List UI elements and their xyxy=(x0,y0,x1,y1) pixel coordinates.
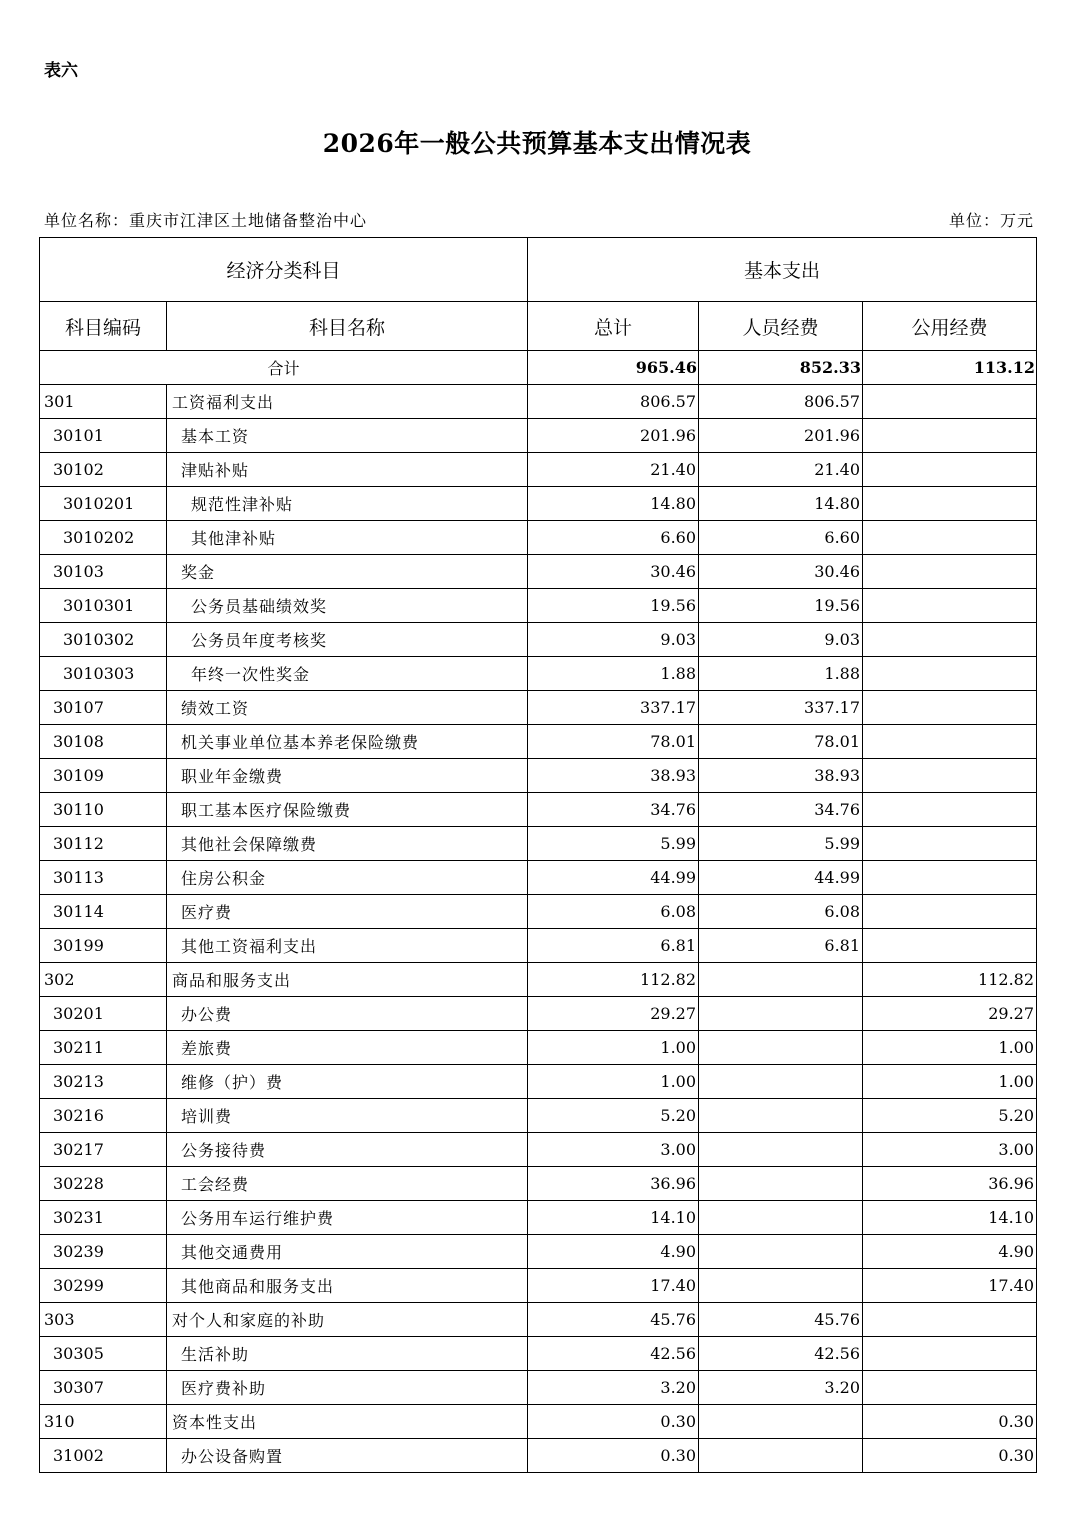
row-public: 5.20 xyxy=(863,1099,1037,1133)
row-total: 38.93 xyxy=(528,759,699,793)
table-row xyxy=(40,861,1037,895)
total-label: 合计 xyxy=(40,351,528,385)
row-public xyxy=(863,453,1037,487)
row-personnel xyxy=(699,1031,863,1065)
row-total: 1.88 xyxy=(528,657,699,691)
total-row xyxy=(40,351,1037,385)
row-total: 14.80 xyxy=(528,487,699,521)
row-personnel xyxy=(699,1099,863,1133)
row-personnel: 38.93 xyxy=(699,759,863,793)
row-code: 30113 xyxy=(40,861,167,895)
row-public xyxy=(863,419,1037,453)
row-code: 30305 xyxy=(40,1337,167,1371)
row-public: 36.96 xyxy=(863,1167,1037,1201)
row-name: 基本工资 xyxy=(167,419,528,453)
header-total: 总计 xyxy=(528,302,699,351)
row-total: 4.90 xyxy=(528,1235,699,1269)
row-personnel: 3.20 xyxy=(699,1371,863,1405)
row-name: 职工基本医疗保险缴费 xyxy=(167,793,528,827)
row-personnel: 34.76 xyxy=(699,793,863,827)
row-code: 30307 xyxy=(40,1371,167,1405)
total-amount: 965.46 xyxy=(528,351,699,385)
table-row xyxy=(40,997,1037,1031)
row-code: 30239 xyxy=(40,1235,167,1269)
table-row xyxy=(40,1167,1037,1201)
header-basic-expense: 基本支出 xyxy=(528,238,1037,302)
row-personnel: 14.80 xyxy=(699,487,863,521)
row-code: 30228 xyxy=(40,1167,167,1201)
row-personnel: 30.46 xyxy=(699,555,863,589)
row-public: 1.00 xyxy=(863,1031,1037,1065)
row-code: 30299 xyxy=(40,1269,167,1303)
row-name: 职业年金缴费 xyxy=(167,759,528,793)
row-total: 78.01 xyxy=(528,725,699,759)
header-code: 科目编码 xyxy=(40,302,167,351)
row-code: 30217 xyxy=(40,1133,167,1167)
row-code: 30112 xyxy=(40,827,167,861)
row-personnel xyxy=(699,1235,863,1269)
row-public xyxy=(863,793,1037,827)
row-name: 生活补助 xyxy=(167,1337,528,1371)
row-total: 3.20 xyxy=(528,1371,699,1405)
row-personnel: 78.01 xyxy=(699,725,863,759)
row-personnel: 1.88 xyxy=(699,657,863,691)
table-row xyxy=(40,827,1037,861)
row-public xyxy=(863,385,1037,419)
row-name: 办公设备购置 xyxy=(167,1439,528,1473)
table-row xyxy=(40,1133,1037,1167)
table-row xyxy=(40,725,1037,759)
row-code: 303 xyxy=(40,1303,167,1337)
row-name: 办公费 xyxy=(167,997,528,1031)
table-row xyxy=(40,555,1037,589)
row-personnel: 21.40 xyxy=(699,453,863,487)
table-row xyxy=(40,691,1037,725)
row-public xyxy=(863,929,1037,963)
row-public xyxy=(863,623,1037,657)
row-public: 0.30 xyxy=(863,1405,1037,1439)
row-code: 30201 xyxy=(40,997,167,1031)
row-total: 36.96 xyxy=(528,1167,699,1201)
row-total: 14.10 xyxy=(528,1201,699,1235)
row-personnel xyxy=(699,1405,863,1439)
row-code: 30102 xyxy=(40,453,167,487)
table-row xyxy=(40,1303,1037,1337)
row-name: 工会经费 xyxy=(167,1167,528,1201)
row-public xyxy=(863,691,1037,725)
row-personnel: 201.96 xyxy=(699,419,863,453)
row-code: 3010303 xyxy=(40,657,167,691)
row-personnel xyxy=(699,997,863,1031)
row-personnel: 337.17 xyxy=(699,691,863,725)
table-row xyxy=(40,1031,1037,1065)
row-personnel xyxy=(699,1269,863,1303)
row-public: 17.40 xyxy=(863,1269,1037,1303)
row-name: 其他商品和服务支出 xyxy=(167,1269,528,1303)
row-code: 31002 xyxy=(40,1439,167,1473)
row-name: 规范性津补贴 xyxy=(167,487,528,521)
row-name: 维修（护）费 xyxy=(167,1065,528,1099)
row-total: 0.30 xyxy=(528,1439,699,1473)
row-public: 29.27 xyxy=(863,997,1037,1031)
table-row xyxy=(40,1269,1037,1303)
row-public xyxy=(863,589,1037,623)
row-name: 其他津补贴 xyxy=(167,521,528,555)
row-personnel xyxy=(699,1133,863,1167)
row-public xyxy=(863,895,1037,929)
row-total: 34.76 xyxy=(528,793,699,827)
row-code: 30114 xyxy=(40,895,167,929)
row-code: 30103 xyxy=(40,555,167,589)
row-total: 30.46 xyxy=(528,555,699,589)
row-total: 45.76 xyxy=(528,1303,699,1337)
row-public xyxy=(863,487,1037,521)
table-row xyxy=(40,759,1037,793)
row-personnel: 19.56 xyxy=(699,589,863,623)
row-name: 公务用车运行维护费 xyxy=(167,1201,528,1235)
row-name: 津贴补贴 xyxy=(167,453,528,487)
row-total: 0.30 xyxy=(528,1405,699,1439)
row-name: 公务接待费 xyxy=(167,1133,528,1167)
row-public xyxy=(863,657,1037,691)
row-personnel: 806.57 xyxy=(699,385,863,419)
table-number: 表六 xyxy=(44,61,78,81)
row-code: 30199 xyxy=(40,929,167,963)
page-title: 2026年一般公共预算基本支出情况表 xyxy=(322,129,752,158)
header-row-2 xyxy=(40,302,1037,351)
row-personnel: 6.60 xyxy=(699,521,863,555)
row-code: 30109 xyxy=(40,759,167,793)
row-personnel: 5.99 xyxy=(699,827,863,861)
table-row xyxy=(40,1337,1037,1371)
currency-unit: 单位：万元 xyxy=(948,211,1034,230)
row-total: 44.99 xyxy=(528,861,699,895)
row-code: 30213 xyxy=(40,1065,167,1099)
table-row xyxy=(40,453,1037,487)
row-public xyxy=(863,759,1037,793)
row-name: 公务员基础绩效奖 xyxy=(167,589,528,623)
row-total: 5.20 xyxy=(528,1099,699,1133)
row-name: 机关事业单位基本养老保险缴费 xyxy=(167,725,528,759)
row-code: 30216 xyxy=(40,1099,167,1133)
row-public xyxy=(863,827,1037,861)
row-total: 6.08 xyxy=(528,895,699,929)
row-public: 14.10 xyxy=(863,1201,1037,1235)
row-code: 3010201 xyxy=(40,487,167,521)
row-public xyxy=(863,1371,1037,1405)
row-total: 1.00 xyxy=(528,1065,699,1099)
row-public xyxy=(863,1303,1037,1337)
table-row xyxy=(40,589,1037,623)
row-name: 对个人和家庭的补助 xyxy=(167,1303,528,1337)
row-total: 6.81 xyxy=(528,929,699,963)
row-personnel: 44.99 xyxy=(699,861,863,895)
table-row xyxy=(40,487,1037,521)
row-name: 其他工资福利支出 xyxy=(167,929,528,963)
row-name: 公务员年度考核奖 xyxy=(167,623,528,657)
row-total: 1.00 xyxy=(528,1031,699,1065)
row-public xyxy=(863,861,1037,895)
row-public: 1.00 xyxy=(863,1065,1037,1099)
row-total: 806.57 xyxy=(528,385,699,419)
row-total: 19.56 xyxy=(528,589,699,623)
row-code: 30108 xyxy=(40,725,167,759)
table-row xyxy=(40,385,1037,419)
header-public: 公用经费 xyxy=(863,302,1037,351)
row-public xyxy=(863,1337,1037,1371)
row-name: 商品和服务支出 xyxy=(167,963,528,997)
row-total: 21.40 xyxy=(528,453,699,487)
table-row xyxy=(40,1099,1037,1133)
row-name: 年终一次性奖金 xyxy=(167,657,528,691)
row-personnel xyxy=(699,1065,863,1099)
row-code: 30101 xyxy=(40,419,167,453)
row-personnel xyxy=(699,1201,863,1235)
row-personnel: 6.81 xyxy=(699,929,863,963)
header-name: 科目名称 xyxy=(167,302,528,351)
row-personnel: 45.76 xyxy=(699,1303,863,1337)
row-public xyxy=(863,725,1037,759)
table-row xyxy=(40,1235,1037,1269)
row-code: 3010202 xyxy=(40,521,167,555)
row-total: 9.03 xyxy=(528,623,699,657)
row-name: 奖金 xyxy=(167,555,528,589)
row-name: 培训费 xyxy=(167,1099,528,1133)
row-public: 112.82 xyxy=(863,963,1037,997)
row-code: 3010301 xyxy=(40,589,167,623)
table-body xyxy=(40,385,1037,1473)
table-row xyxy=(40,657,1037,691)
table-row xyxy=(40,521,1037,555)
row-name: 其他社会保障缴费 xyxy=(167,827,528,861)
row-code: 301 xyxy=(40,385,167,419)
row-code: 30211 xyxy=(40,1031,167,1065)
row-name: 资本性支出 xyxy=(167,1405,528,1439)
row-total: 17.40 xyxy=(528,1269,699,1303)
row-code: 302 xyxy=(40,963,167,997)
row-name: 差旅费 xyxy=(167,1031,528,1065)
row-public xyxy=(863,521,1037,555)
row-public: 3.00 xyxy=(863,1133,1037,1167)
row-code: 3010302 xyxy=(40,623,167,657)
table-row xyxy=(40,419,1037,453)
row-personnel xyxy=(699,1167,863,1201)
header-personnel: 人员经费 xyxy=(699,302,863,351)
row-name: 工资福利支出 xyxy=(167,385,528,419)
table-row xyxy=(40,1439,1037,1473)
total-personnel: 852.33 xyxy=(699,351,863,385)
row-total: 112.82 xyxy=(528,963,699,997)
row-personnel xyxy=(699,963,863,997)
table-row xyxy=(40,1065,1037,1099)
row-code: 30231 xyxy=(40,1201,167,1235)
table-row xyxy=(40,1405,1037,1439)
row-total: 337.17 xyxy=(528,691,699,725)
row-personnel: 9.03 xyxy=(699,623,863,657)
row-code: 310 xyxy=(40,1405,167,1439)
row-name: 绩效工资 xyxy=(167,691,528,725)
row-total: 3.00 xyxy=(528,1133,699,1167)
table-row xyxy=(40,963,1037,997)
header-econ-class: 经济分类科目 xyxy=(40,238,528,302)
row-name: 医疗费 xyxy=(167,895,528,929)
row-total: 201.96 xyxy=(528,419,699,453)
table-row xyxy=(40,793,1037,827)
row-personnel: 42.56 xyxy=(699,1337,863,1371)
row-personnel: 6.08 xyxy=(699,895,863,929)
table-row xyxy=(40,1201,1037,1235)
total-public: 113.12 xyxy=(863,351,1037,385)
row-public xyxy=(863,555,1037,589)
row-total: 29.27 xyxy=(528,997,699,1031)
row-public: 0.30 xyxy=(863,1439,1037,1473)
row-code: 30110 xyxy=(40,793,167,827)
expense-table xyxy=(39,237,1037,1473)
row-public: 4.90 xyxy=(863,1235,1037,1269)
table-row xyxy=(40,1371,1037,1405)
row-name: 其他交通费用 xyxy=(167,1235,528,1269)
row-total: 6.60 xyxy=(528,521,699,555)
row-name: 住房公积金 xyxy=(167,861,528,895)
unit-name: 单位名称：重庆市江津区土地储备整治中心 xyxy=(44,211,368,230)
row-name: 医疗费补助 xyxy=(167,1371,528,1405)
row-code: 30107 xyxy=(40,691,167,725)
row-total: 5.99 xyxy=(528,827,699,861)
row-total: 42.56 xyxy=(528,1337,699,1371)
table-row xyxy=(40,623,1037,657)
table-row xyxy=(40,895,1037,929)
row-personnel xyxy=(699,1439,863,1473)
header-row-1 xyxy=(40,238,1037,302)
table-row xyxy=(40,929,1037,963)
